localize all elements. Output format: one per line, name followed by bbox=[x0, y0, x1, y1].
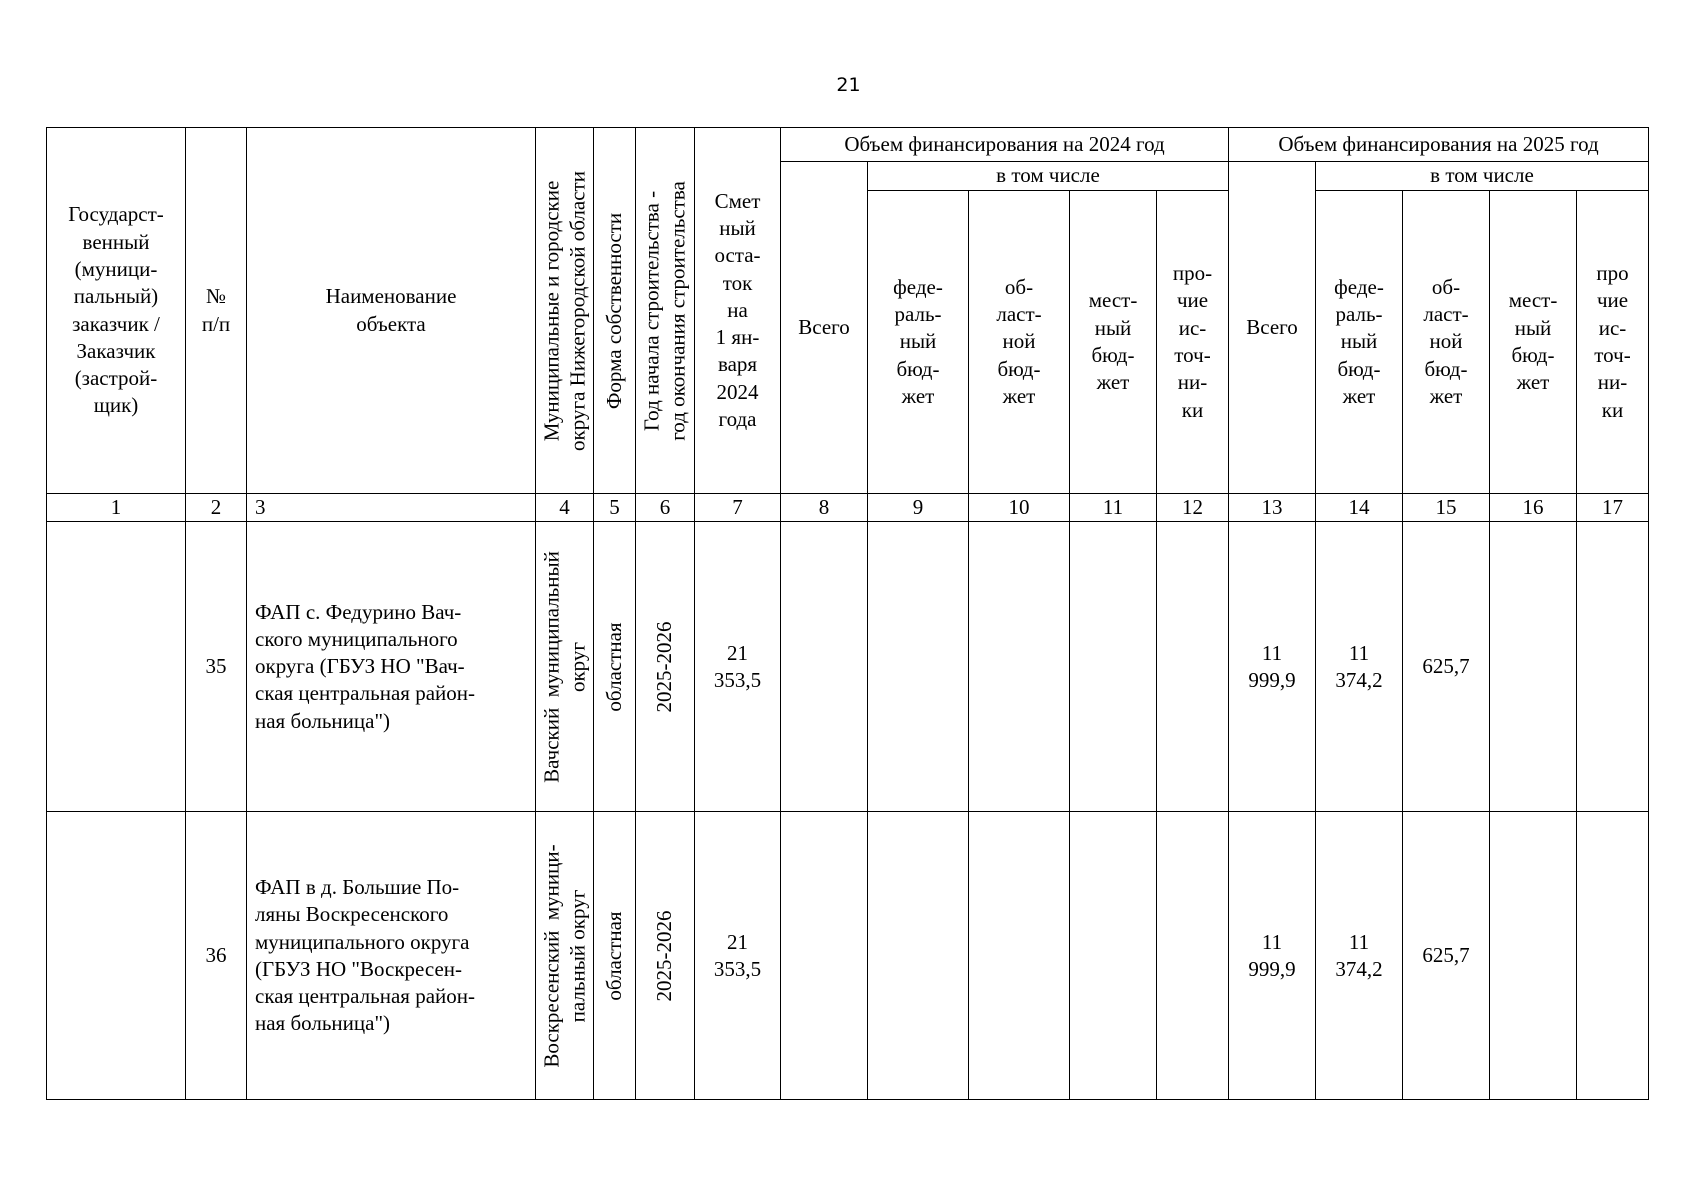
column-number: 11 bbox=[1070, 494, 1157, 522]
cell-customer bbox=[47, 522, 186, 812]
cell-total-2024 bbox=[781, 812, 868, 1100]
cell-federal-2024 bbox=[868, 522, 969, 812]
column-number: 14 bbox=[1316, 494, 1403, 522]
cell-regional-2025: 625,7 bbox=[1403, 812, 1490, 1100]
cell-num: 35 bbox=[186, 522, 247, 812]
cell-years: 2025-2026 bbox=[636, 812, 695, 1100]
header-federal-2025: феде- раль- ный бюд- жет bbox=[1316, 191, 1403, 494]
cell-ownership: областная bbox=[594, 522, 636, 812]
table-row bbox=[47, 812, 1649, 1100]
cell-ownership: областная bbox=[594, 812, 636, 1100]
header-ownership: Форма собственности bbox=[594, 128, 636, 494]
column-number: 16 bbox=[1490, 494, 1577, 522]
column-number: 5 bbox=[594, 494, 636, 522]
column-number: 10 bbox=[969, 494, 1070, 522]
cell-estimate: 21 353,5 bbox=[695, 812, 781, 1100]
header-regional-2024: об- ласт- ной бюд- жет bbox=[969, 191, 1070, 494]
page-number: 21 bbox=[836, 74, 861, 96]
cell-local-2025 bbox=[1490, 522, 1577, 812]
column-number: 13 bbox=[1229, 494, 1316, 522]
cell-total-2024 bbox=[781, 522, 868, 812]
header-funding-2024: Объем финансирования на 2024 год bbox=[781, 128, 1229, 162]
cell-local-2024 bbox=[1070, 522, 1157, 812]
header-including-2024: в том числе bbox=[868, 162, 1229, 191]
cell-regional-2024 bbox=[969, 522, 1070, 812]
column-number: 15 bbox=[1403, 494, 1490, 522]
header-years: Год начала строительства - год окончания строительства bbox=[636, 128, 695, 494]
column-numbers-row bbox=[47, 494, 1649, 522]
cell-customer bbox=[47, 812, 186, 1100]
header-including-2025: в том числе bbox=[1316, 162, 1649, 191]
header-other-2025: про чие ис- точ- ни- ки bbox=[1577, 191, 1649, 494]
header-local-2025: мест- ный бюд- жет bbox=[1490, 191, 1577, 494]
header-other-2024: про- чие ис- точ- ни- ки bbox=[1157, 191, 1229, 494]
column-number: 7 bbox=[695, 494, 781, 522]
cell-estimate: 21 353,5 bbox=[695, 522, 781, 812]
cell-local-2024 bbox=[1070, 812, 1157, 1100]
cell-federal-2024 bbox=[868, 812, 969, 1100]
cell-total-2025: 11 999,9 bbox=[1229, 812, 1316, 1100]
column-number: 12 bbox=[1157, 494, 1229, 522]
header-regional-2025: об- ласт- ной бюд- жет bbox=[1403, 191, 1490, 494]
header-total-2025: Всего bbox=[1229, 162, 1316, 494]
cell-other-2024 bbox=[1157, 522, 1229, 812]
cell-other-2024 bbox=[1157, 812, 1229, 1100]
header-num: № п/п bbox=[186, 128, 247, 494]
header-municipality: Муниципальные и городские округа Нижегородской области bbox=[536, 128, 594, 494]
header-estimate: Смет ный оста- ток на 1 ян- варя 2024 года bbox=[695, 128, 781, 494]
cell-federal-2025: 11 374,2 bbox=[1316, 812, 1403, 1100]
cell-regional-2025: 625,7 bbox=[1403, 522, 1490, 812]
column-number: 8 bbox=[781, 494, 868, 522]
header-row-1 bbox=[47, 128, 1649, 162]
column-number: 9 bbox=[868, 494, 969, 522]
cell-municipality: Воскресенский муници- пальный округ bbox=[536, 812, 594, 1100]
header-customer: Государст- венный (муници- пальный) заказчик / Заказчик (застрой- щик) bbox=[47, 128, 186, 494]
cell-municipality: Вачский муниципальный округ bbox=[536, 522, 594, 812]
financing-table bbox=[46, 127, 1649, 1100]
column-number: 3 bbox=[247, 494, 536, 522]
cell-object-name: ФАП с. Федурино Вач- ского муниципального округа (ГБУЗ НО "Вач- ская центральная район- ная больница") bbox=[247, 522, 536, 812]
cell-num: 36 bbox=[186, 812, 247, 1100]
column-number: 6 bbox=[636, 494, 695, 522]
header-object-name: Наименование объекта bbox=[247, 128, 536, 494]
cell-total-2025: 11 999,9 bbox=[1229, 522, 1316, 812]
column-number: 2 bbox=[186, 494, 247, 522]
column-number: 1 bbox=[47, 494, 186, 522]
header-federal-2024: феде- раль- ный бюд- жет bbox=[868, 191, 969, 494]
cell-other-2025 bbox=[1577, 812, 1649, 1100]
header-local-2024: мест- ный бюд- жет bbox=[1070, 191, 1157, 494]
cell-regional-2024 bbox=[969, 812, 1070, 1100]
header-total-2024: Всего bbox=[781, 162, 868, 494]
cell-years: 2025-2026 bbox=[636, 522, 695, 812]
cell-object-name: ФАП в д. Большие По- ляны Воскресенского муниципального округа (ГБУЗ НО "Воскресен- ская центральная район- ная больница") bbox=[247, 812, 536, 1100]
cell-federal-2025: 11 374,2 bbox=[1316, 522, 1403, 812]
cell-other-2025 bbox=[1577, 522, 1649, 812]
cell-local-2025 bbox=[1490, 812, 1577, 1100]
column-number: 4 bbox=[536, 494, 594, 522]
column-number: 17 bbox=[1577, 494, 1649, 522]
header-funding-2025: Объем финансирования на 2025 год bbox=[1229, 128, 1649, 162]
table-row bbox=[47, 522, 1649, 812]
